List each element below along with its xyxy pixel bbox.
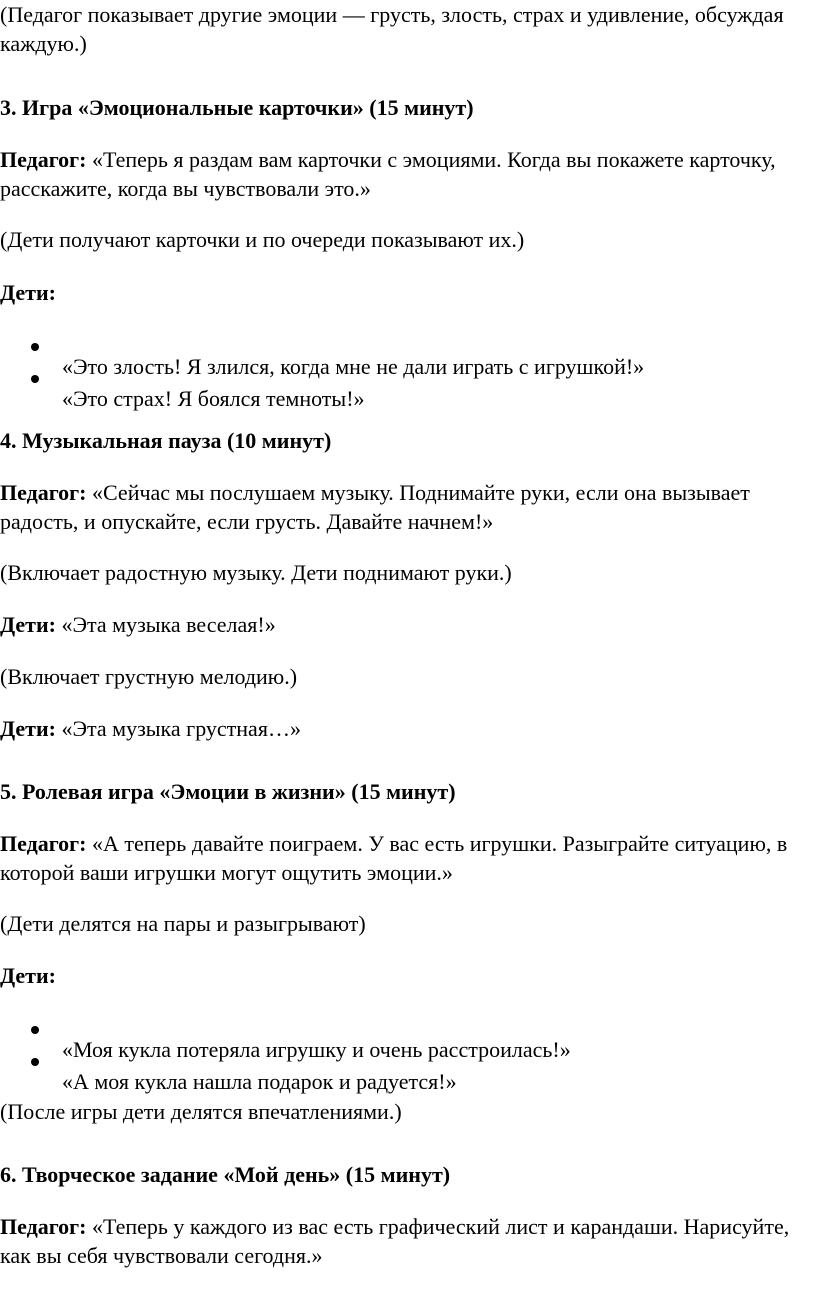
speech-text: «Теперь у каждого из вас есть графический лист и карандаши. Нарисуйте, как вы себя чувствовали сегодня.» [0, 1214, 790, 1268]
paragraph-cards-action: (Дети получают карточки и по очереди показывают их.) [0, 227, 525, 252]
paragraph-teacher-drawing [0, 1212, 812, 1270]
speaker-label-children: Дети: [0, 280, 56, 305]
paragraph-happy-music: (Включает радостную музыку. Дети поднимают руки.) [0, 560, 512, 585]
paragraph-impressions: (После игры дети делятся впечатлениями.) [0, 1099, 402, 1124]
paragraph-teacher-music [0, 478, 812, 536]
list-item: «Это злость! Я злился, когда мне не дали играть с игрушкой!» [62, 354, 645, 379]
speech-text: «Сейчас мы послушаем музыку. Поднимайте руки, если она вызывает радость, и опускайте, если грусть. Давайте начнем!» [0, 480, 750, 534]
speaker-label: Педагог: [0, 1214, 87, 1239]
bullet-dot [31, 343, 39, 351]
bullet-dot [31, 1058, 39, 1066]
speaker-label-children: Дети: [0, 963, 56, 988]
speaker-label: Дети: [0, 716, 56, 741]
section-heading-4: 4. Музыкальная пауза (10 минут) [0, 428, 332, 453]
speech-text: «Теперь я раздам вам карточки с эмоциями. Когда вы покажете карточку, расскажите, когда вы чувствовали это.» [0, 147, 776, 201]
paragraph-intro: (Педагог показывает другие эмоции — грусть, злость, страх и удивление, обсуждая каждую.) [0, 2, 784, 56]
paragraph-pairs: (Дети делятся на пары и разыгрывают) [0, 911, 366, 936]
paragraph-teacher-cards [0, 145, 812, 203]
bullet-dot [31, 375, 39, 383]
bullet-dot [31, 1026, 39, 1034]
section-heading-5: 5. Ролевая игра «Эмоции в жизни» (15 минут) [0, 779, 456, 804]
speech-text: «Эта музыка грустная…» [55, 716, 301, 741]
paragraph-children-sad [0, 714, 812, 743]
paragraph-children-happy [0, 610, 812, 639]
speaker-label: Дети: [0, 612, 56, 637]
speaker-label: Педагог: [0, 147, 87, 172]
paragraph-teacher-roleplay [0, 829, 812, 887]
list-item: «Моя кукла потеряла игрушку и очень расстроилась!» [62, 1037, 571, 1062]
section-heading-3: 3. Игра «Эмоциональные карточки» (15 минут) [0, 95, 474, 120]
speaker-label: Педагог: [0, 480, 87, 505]
speaker-label: Педагог: [0, 831, 87, 856]
section-heading-6: 6. Творческое задание «Мой день» (15 минут) [0, 1162, 451, 1187]
list-item: «Это страх! Я боялся темноты!» [62, 386, 365, 411]
speech-text: «Эта музыка веселая!» [55, 612, 276, 637]
speech-text: «А теперь давайте поиграем. У вас есть игрушки. Разыграйте ситуацию, в которой ваши игрушки могут ощутить эмоции.» [0, 831, 788, 885]
paragraph-sad-music: (Включает грустную мелодию.) [0, 664, 298, 689]
list-item: «А моя кукла нашла подарок и радуется!» [62, 1069, 457, 1094]
